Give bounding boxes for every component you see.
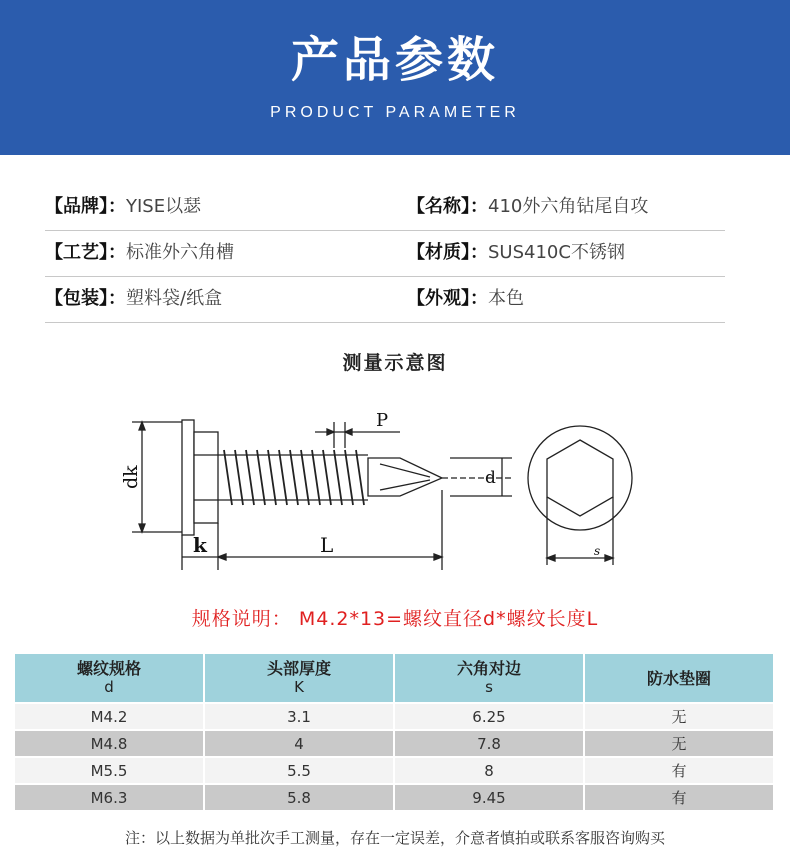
footnote: 注：以上数据为单批次手工测量，存在一定误差，介意者慎拍或联系客服咨询购买 <box>124 829 665 847</box>
screw-diagram <box>120 400 660 580</box>
table-row <box>14 784 774 811</box>
table-cell: 有 <box>584 757 774 784</box>
diagram-label-s: s <box>594 544 601 558</box>
param-value: 410外六角钻尾自攻 <box>488 196 649 217</box>
table-cell: 8 <box>394 757 584 784</box>
table-header-cell <box>204 653 394 703</box>
table-cell: 5.8 <box>204 784 394 811</box>
header-main: 螺纹规格 <box>76 659 141 678</box>
param-cell <box>45 185 405 229</box>
param-cell <box>45 231 405 275</box>
table-cell: M4.2 <box>14 703 204 730</box>
table-row <box>14 730 774 757</box>
param-row <box>45 231 725 277</box>
spec-table <box>13 652 775 812</box>
page-subtitle: PRODUCT PARAMETER <box>270 104 520 121</box>
table-cell: 7.8 <box>394 730 584 757</box>
param-label: 【品牌】： <box>45 196 126 217</box>
table-row <box>14 703 774 730</box>
header-sub: s <box>485 678 493 696</box>
table-header-row <box>14 653 774 703</box>
param-row <box>45 185 725 231</box>
table-header-cell <box>394 653 584 703</box>
page-title: 产品参数 <box>290 32 499 88</box>
table-cell: 9.45 <box>394 784 584 811</box>
diagram-label-l: L <box>320 533 334 557</box>
header-sub: d <box>104 678 114 696</box>
header-main: 防水垫圈 <box>646 668 711 688</box>
diagram-label-k: k <box>193 533 207 557</box>
param-label: 【包装】： <box>45 288 126 309</box>
table-cell: 4 <box>204 730 394 757</box>
param-row <box>45 277 725 323</box>
param-label: 【外观】： <box>407 288 488 309</box>
param-value: 标准外六角槽 <box>126 242 234 263</box>
table-cell: 有 <box>584 784 774 811</box>
header-sub: K <box>294 678 304 696</box>
header-main: 头部厚度 <box>266 659 331 678</box>
header-banner <box>0 0 790 155</box>
diagram-title: 测量示意图 <box>342 352 448 374</box>
param-cell <box>407 185 725 229</box>
diagram-label-d: d <box>485 468 496 488</box>
param-value: 塑料袋/纸盒 <box>126 288 223 309</box>
param-label: 【材质】： <box>407 242 488 263</box>
table-cell: M5.5 <box>14 757 204 784</box>
param-cell <box>407 231 725 275</box>
header-main: 六角对边 <box>456 659 521 678</box>
param-label: 【工艺】： <box>45 242 126 263</box>
table-cell: 无 <box>584 703 774 730</box>
param-cell <box>45 277 405 321</box>
table-cell: 3.1 <box>204 703 394 730</box>
param-value: SUS410C不锈钢 <box>488 242 625 263</box>
table-row <box>14 757 774 784</box>
table-cell: M4.8 <box>14 730 204 757</box>
table-cell: M6.3 <box>14 784 204 811</box>
table-cell: 无 <box>584 730 774 757</box>
table-cell: 6.25 <box>394 703 584 730</box>
param-value: YISE以瑟 <box>126 196 202 217</box>
spec-description: 规格说明： M4.2*13=螺纹直径d*螺纹长度L <box>191 608 599 630</box>
param-cell <box>407 277 725 321</box>
params-list <box>45 185 725 323</box>
table-header-cell <box>584 653 774 703</box>
table-cell: 5.5 <box>204 757 394 784</box>
diagram-label-p: P <box>376 410 389 431</box>
table-header-cell <box>14 653 204 703</box>
param-value: 本色 <box>488 288 524 309</box>
param-label: 【名称】： <box>407 196 488 217</box>
diagram-label-dk: dk <box>120 465 142 489</box>
